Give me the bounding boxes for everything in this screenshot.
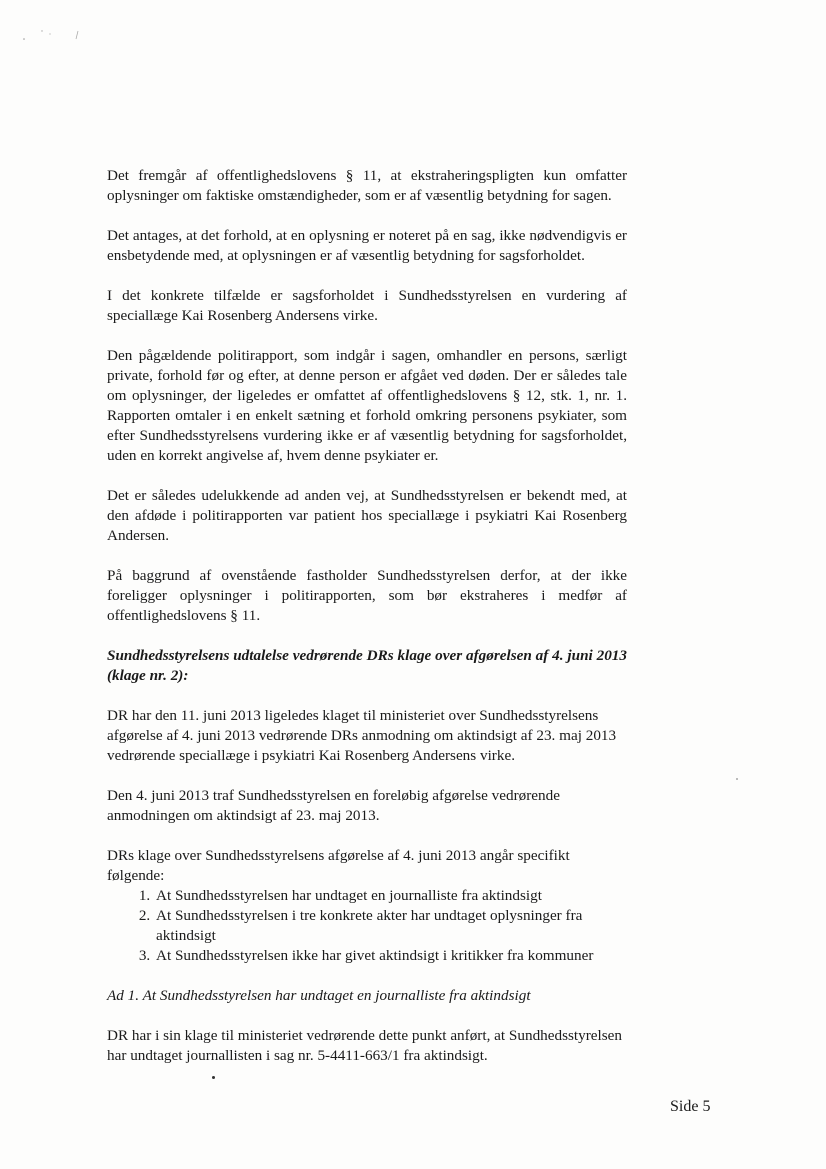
scan-dot bbox=[736, 778, 738, 780]
page-number: Side 5 bbox=[670, 1098, 711, 1115]
document-body bbox=[107, 166, 627, 1086]
paragraph: Den pågældende politirapport, som indgår i sagen, omhandler en persons, særligt private, forhold før og efter, at denne person er afgået ved døden. Der er således tale om oplysninger, der ligeledes er omfattet af offentlighedslovens § 12, stk. 1, nr. 1. Rapporten omtaler i en enkelt sætning et forhold omkring personens psykiater, som efter Sundhedsstyrelsens vurdering ikke er af væsentlig betydning for sagsforholdet, uden en korrekt angivelse af, hvem denne psykiater er. bbox=[107, 347, 627, 464]
paragraph: DR har i sin klage til ministeriet vedrørende dette punkt anført, at Sundhedsstyrelsen har undtaget journallisten i sag nr. 5-4411-663/1 fra aktindsigt. bbox=[107, 1027, 622, 1064]
scan-specks bbox=[20, 25, 90, 45]
scan-dot bbox=[212, 1076, 215, 1079]
paragraph: Det antages, at det forhold, at en oplysning er noteret på en sag, ikke nødvendigvis er ensbetydende med, at oplysningen er af væsentlig betydning for sagsforholdet. bbox=[107, 227, 627, 264]
paragraph: På baggrund af ovenstående fastholder Sundhedsstyrelsen derfor, at der ikke foreligger oplysninger i politirapporten, som bør ekstraheres i medfør af offentlighedslovens § 11. bbox=[107, 567, 627, 624]
numbered-list bbox=[107, 886, 627, 966]
list-item: 1. At Sundhedsstyrelsen har undtaget en journalliste fra aktindsigt bbox=[154, 886, 627, 906]
section-heading: Sundhedsstyrelsens udtalelse vedrørende DRs klage over afgørelsen af 4. juni 2013 (klage nr. 2): bbox=[107, 647, 627, 684]
list-item: 2. At Sundhedsstyrelsen i tre konkrete akter har undtaget oplysninger fra aktindsigt bbox=[154, 906, 627, 946]
paragraph: DR har den 11. juni 2013 ligeledes klaget til ministeriet over Sundhedsstyrelsens afgørelse af 4. juni 2013 vedrørende DRs anmodning om aktindsigt af 23. maj 2013 vedrørende speciallæge i psykiatri Kai Rosenberg Andersens virke. bbox=[107, 707, 617, 764]
paragraph: Det fremgår af offentlighedslovens § 11, at ekstraheringspligten kun omfatter oplysninger om faktiske omstændigheder, som er af væsentlig betydning for sagen. bbox=[107, 167, 627, 204]
paragraph: DRs klage over Sundhedsstyrelsens afgørelse af 4. juni 2013 angår specifikt følgende: bbox=[107, 847, 570, 884]
subheading: Ad 1. At Sundhedsstyrelsen har undtaget en journalliste fra aktindsigt bbox=[107, 987, 531, 1004]
paragraph: Den 4. juni 2013 traf Sundhedsstyrelsen en foreløbig afgørelse vedrørende anmodningen om aktindsigt af 23. maj 2013. bbox=[107, 787, 560, 824]
paragraph: I det konkrete tilfælde er sagsforholdet i Sundhedsstyrelsen en vurdering af speciallæge Kai Rosenberg Andersens virke. bbox=[107, 287, 627, 324]
list-item: 3. At Sundhedsstyrelsen ikke har givet aktindsigt i kritikker fra kommuner bbox=[154, 946, 627, 966]
paragraph: Det er således udelukkende ad anden vej, at Sundhedsstyrelsen er bekendt med, at den afdøde i politirapporten var patient hos speciallæge i psykiatri Kai Rosenberg Andersen. bbox=[107, 487, 627, 544]
